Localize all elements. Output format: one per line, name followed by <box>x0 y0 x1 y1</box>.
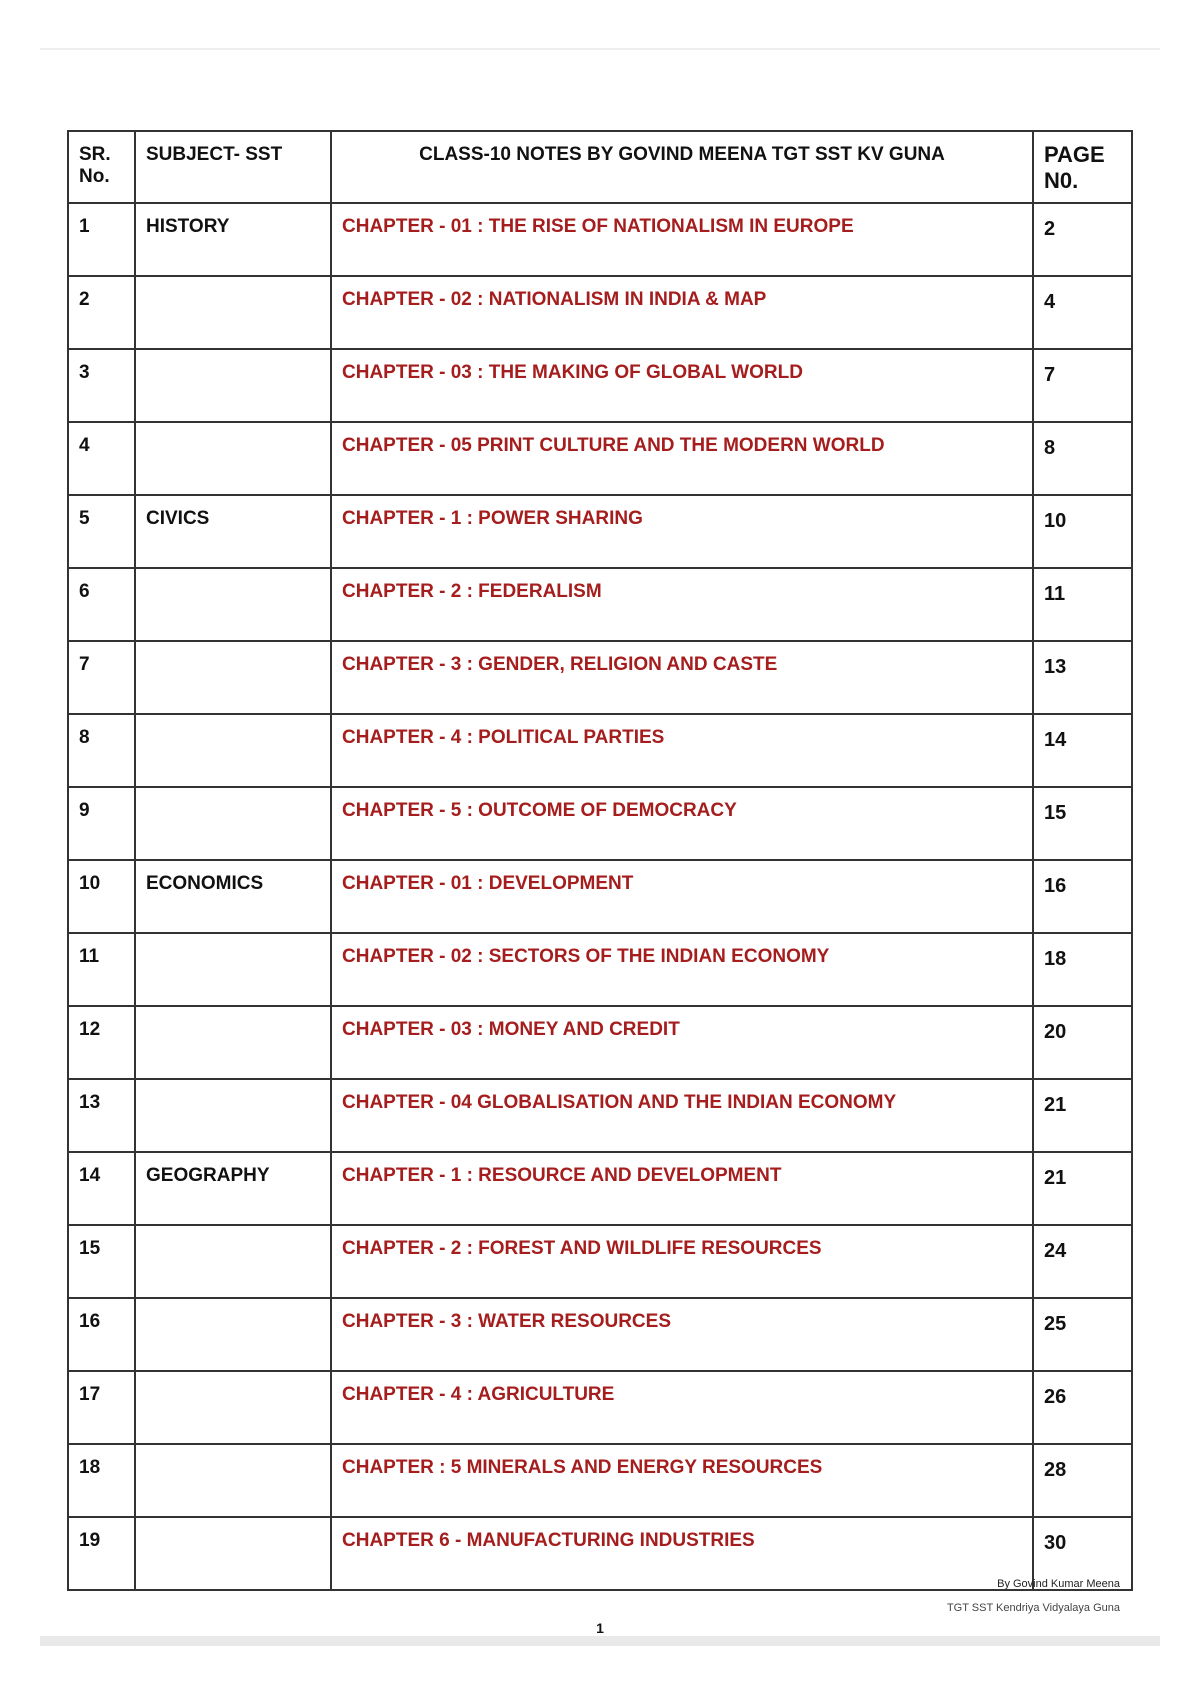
sr-cell: 12 <box>68 1006 135 1079</box>
chapter-cell: CHAPTER - 03 : MONEY AND CREDIT <box>331 1006 1033 1079</box>
page-number: 1 <box>596 1620 604 1636</box>
header-sr-no: SR. No. <box>68 131 135 203</box>
page-cell: 16 <box>1033 860 1132 933</box>
table-row <box>68 349 1132 422</box>
sr-cell: 16 <box>68 1298 135 1371</box>
table-row <box>68 787 1132 860</box>
sr-cell: 17 <box>68 1371 135 1444</box>
sr-cell: 8 <box>68 714 135 787</box>
subject-cell <box>135 1517 331 1590</box>
subject-cell <box>135 933 331 1006</box>
chapter-cell: CHAPTER - 1 : POWER SHARING <box>331 495 1033 568</box>
page-cell: 2 <box>1033 203 1132 276</box>
table-row <box>68 1371 1132 1444</box>
subject-cell <box>135 1298 331 1371</box>
page-cell: 10 <box>1033 495 1132 568</box>
table-row <box>68 933 1132 1006</box>
subject-cell <box>135 276 331 349</box>
sr-cell: 7 <box>68 641 135 714</box>
table-row <box>68 714 1132 787</box>
page-cell: 14 <box>1033 714 1132 787</box>
page-cell: 15 <box>1033 787 1132 860</box>
table-row <box>68 1225 1132 1298</box>
chapter-cell: CHAPTER : 5 MINERALS AND ENERGY RESOURCES <box>331 1444 1033 1517</box>
page-cell: 8 <box>1033 422 1132 495</box>
page-cell: 24 <box>1033 1225 1132 1298</box>
page-cell: 11 <box>1033 568 1132 641</box>
page-cell: 21 <box>1033 1152 1132 1225</box>
subject-cell: ECONOMICS <box>135 860 331 933</box>
table-row <box>68 1444 1132 1517</box>
subject-cell <box>135 714 331 787</box>
sr-cell: 11 <box>68 933 135 1006</box>
header-subject: SUBJECT- SST <box>135 131 331 203</box>
subject-cell <box>135 1371 331 1444</box>
sr-cell: 3 <box>68 349 135 422</box>
table-row <box>68 860 1132 933</box>
chapter-cell: CHAPTER - 01 : DEVELOPMENT <box>331 860 1033 933</box>
page-cell: 28 <box>1033 1444 1132 1517</box>
chapter-cell: CHAPTER - 03 : THE MAKING OF GLOBAL WORLD <box>331 349 1033 422</box>
table-body <box>68 203 1132 1590</box>
sr-cell: 2 <box>68 276 135 349</box>
subject-cell <box>135 422 331 495</box>
subject-cell: CIVICS <box>135 495 331 568</box>
table-row <box>68 422 1132 495</box>
chapter-cell: CHAPTER - 4 : POLITICAL PARTIES <box>331 714 1033 787</box>
table-row <box>68 1006 1132 1079</box>
sr-cell: 10 <box>68 860 135 933</box>
chapter-cell: CHAPTER - 02 : SECTORS OF THE INDIAN ECONOMY <box>331 933 1033 1006</box>
page-cell: 30 <box>1033 1517 1132 1590</box>
subject-cell <box>135 1225 331 1298</box>
author-signature-line2: TGT SST Kendriya Vidyalaya Guna <box>946 1602 1120 1614</box>
table-row <box>68 276 1132 349</box>
subject-cell: GEOGRAPHY <box>135 1152 331 1225</box>
table-row <box>68 641 1132 714</box>
header-page-no: PAGE N0. <box>1033 131 1132 203</box>
chapter-cell: CHAPTER - 2 : FOREST AND WILDLIFE RESOURCES <box>331 1225 1033 1298</box>
sr-cell: 4 <box>68 422 135 495</box>
table-row <box>68 203 1132 276</box>
chapter-cell: CHAPTER - 5 : OUTCOME OF DEMOCRACY <box>331 787 1033 860</box>
chapter-cell: CHAPTER 6 - MANUFACTURING INDUSTRIES <box>331 1517 1033 1590</box>
page-cell: 26 <box>1033 1371 1132 1444</box>
chapter-cell: CHAPTER - 05 PRINT CULTURE AND THE MODERN WORLD <box>331 422 1033 495</box>
subject-cell <box>135 641 331 714</box>
sr-cell: 13 <box>68 1079 135 1152</box>
table-row <box>68 1079 1132 1152</box>
subject-cell <box>135 349 331 422</box>
page-cell: 7 <box>1033 349 1132 422</box>
subject-cell <box>135 787 331 860</box>
table-row <box>68 1298 1132 1371</box>
chapter-cell: CHAPTER - 3 : WATER RESOURCES <box>331 1298 1033 1371</box>
sr-cell: 9 <box>68 787 135 860</box>
sr-cell: 19 <box>68 1517 135 1590</box>
subject-cell <box>135 1444 331 1517</box>
subject-cell <box>135 1006 331 1079</box>
subject-cell <box>135 568 331 641</box>
chapter-cell: CHAPTER - 04 GLOBALISATION AND THE INDIAN ECONOMY <box>331 1079 1033 1152</box>
table-row <box>68 1152 1132 1225</box>
page-cell: 25 <box>1033 1298 1132 1371</box>
chapter-cell: CHAPTER - 1 : RESOURCE AND DEVELOPMENT <box>331 1152 1033 1225</box>
page-cell: 21 <box>1033 1079 1132 1152</box>
page-cell: 18 <box>1033 933 1132 1006</box>
bottom-divider <box>40 1636 1160 1646</box>
subject-cell: HISTORY <box>135 203 331 276</box>
chapter-cell: CHAPTER - 4 : AGRICULTURE <box>331 1371 1033 1444</box>
author-signature-line1: By Govind Kumar Meena <box>997 1578 1120 1590</box>
chapter-cell: CHAPTER - 02 : NATIONALISM IN INDIA & MAP <box>331 276 1033 349</box>
header-title: CLASS-10 NOTES BY GOVIND MEENA TGT SST KV GUNA <box>331 131 1033 203</box>
table-header-row <box>68 131 1132 203</box>
table-row <box>68 495 1132 568</box>
sr-cell: 1 <box>68 203 135 276</box>
page-cell: 13 <box>1033 641 1132 714</box>
page-cell: 20 <box>1033 1006 1132 1079</box>
contents-table <box>67 130 1133 1591</box>
sr-cell: 18 <box>68 1444 135 1517</box>
sr-cell: 14 <box>68 1152 135 1225</box>
subject-cell <box>135 1079 331 1152</box>
chapter-cell: CHAPTER - 3 : GENDER, RELIGION AND CASTE <box>331 641 1033 714</box>
table-row <box>68 568 1132 641</box>
table-row <box>68 1517 1132 1590</box>
chapter-cell: CHAPTER - 2 : FEDERALISM <box>331 568 1033 641</box>
top-divider <box>40 48 1160 50</box>
chapter-cell: CHAPTER - 01 : THE RISE OF NATIONALISM IN EUROPE <box>331 203 1033 276</box>
sr-cell: 5 <box>68 495 135 568</box>
sr-cell: 15 <box>68 1225 135 1298</box>
sr-cell: 6 <box>68 568 135 641</box>
page-cell: 4 <box>1033 276 1132 349</box>
